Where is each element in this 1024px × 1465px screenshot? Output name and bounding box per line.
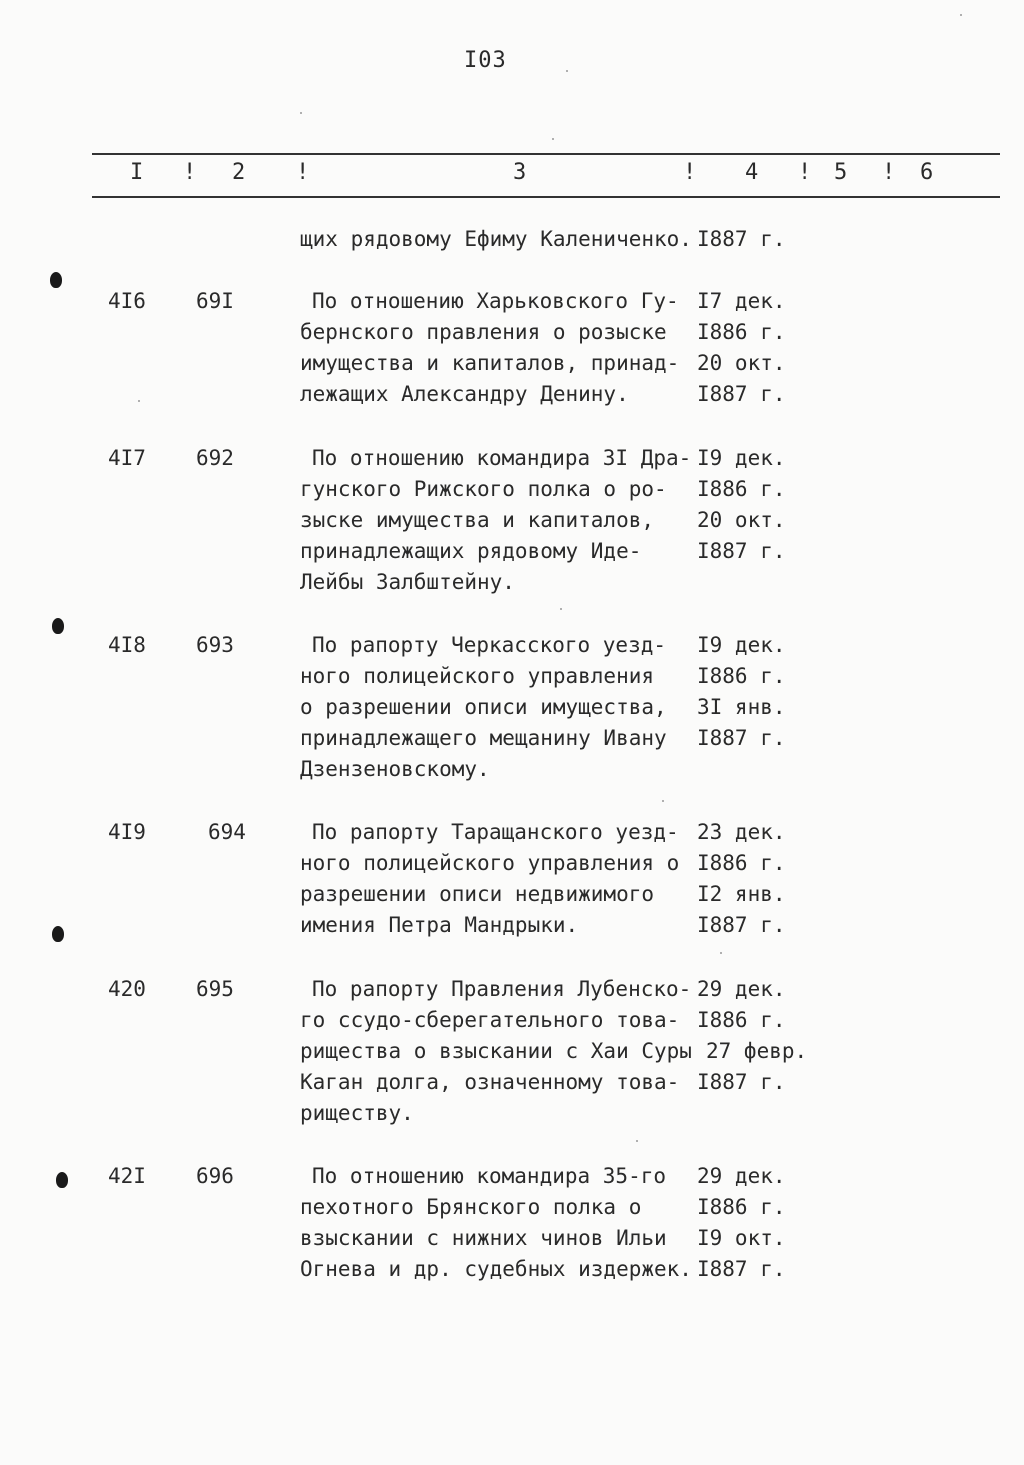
description-line: зыске имущества и капиталов, [300,508,655,532]
date-line: I9 окт. [697,1226,786,1250]
description-line: гунского Рижского полка о ро- [300,477,667,501]
description-line: По отношению командира 35-го [312,1164,667,1188]
description-line: риществу. [300,1101,414,1125]
header-separator: ! [296,160,310,185]
case-number: 695 [196,977,234,1001]
scan-speck [566,70,568,72]
case-number: 696 [196,1164,234,1188]
date-line: 20 окт. [697,351,786,375]
header-col-4: 4 [745,160,759,185]
date-line: 27 февр. [706,1039,808,1063]
continuation-text: щих рядовому Ефиму Калениченко. [300,227,692,251]
date-line: I886 г. [697,477,786,501]
scan-speck [960,14,962,16]
punch-hole-mark [50,272,62,288]
date-line: I886 г. [697,320,786,344]
date-line: I887 г. [697,539,786,563]
description-line: го ссудо-сберегательного това- [300,1008,680,1032]
description-line: бернского правления о розыске [300,320,667,344]
description-line: имения Петра Мандрыки. [300,913,579,937]
date-line: I887 г. [697,382,786,406]
date-line: 29 дек. [697,1164,786,1188]
date-line: 20 окт. [697,508,786,532]
scan-speck [720,952,722,954]
header-separator: ! [183,160,197,185]
entry-number: 42I [108,1164,146,1188]
date-line: 23 дек. [697,820,786,844]
entry-number: 4I9 [108,820,146,844]
punch-hole-mark [52,618,64,634]
description-line: лежащих Александру Денину. [300,382,629,406]
date-line: I9 дек. [697,633,786,657]
description-line: Огнева и др. судебных издержек. [300,1257,692,1281]
date-line: I887 г. [697,913,786,937]
description-line: взыскании с нижних чинов Ильи [300,1226,667,1250]
header-bottom-rule [92,196,1000,198]
case-number: 693 [196,633,234,657]
punch-hole-mark [52,926,64,942]
date-line: I887 г. [697,1257,786,1281]
header-col-2: 2 [232,160,246,185]
date-line: 29 дек. [697,977,786,1001]
header-separator: ! [683,160,697,185]
case-number: 69I [196,289,234,313]
description-line: По отношению командира 3I Дра- [312,446,692,470]
description-line: По рапорту Таращанского уезд- [312,820,679,844]
page-number: I03 [464,48,507,73]
date-line: I2 янв. [697,882,786,906]
description-line: По отношению Харьковского Гу- [312,289,679,313]
date-line: I886 г. [697,1008,786,1032]
date-line: I9 дек. [697,446,786,470]
date-line: I886 г. [697,664,786,688]
header-separator: ! [882,160,896,185]
description-line: о разрешении описи имущества, [300,695,667,719]
scan-speck [636,1140,638,1142]
scan-speck [138,400,140,402]
date-line: I886 г. [697,1195,786,1219]
date-line: 3I янв. [697,695,786,719]
header-col-1: I [130,160,144,185]
description-line: принадлежащих рядовому Иде- [300,539,642,563]
header-top-rule [92,153,1000,155]
entry-number: 420 [108,977,146,1001]
date-line: I886 г. [697,851,786,875]
scan-speck [560,608,562,610]
punch-hole-mark [56,1172,68,1188]
header-separator: ! [798,160,812,185]
description-line: Лейбы Залбштейну. [300,570,515,594]
description-line: По рапорту Правления Лубенско- [312,977,692,1001]
scan-speck [300,112,302,114]
scan-speck [552,138,554,140]
description-line: рищества о взыскании с Хаи Суры [300,1039,692,1063]
header-col-6: 6 [920,160,934,185]
date-line: I887 г. [697,726,786,750]
date-line: I7 дек. [697,289,786,313]
description-line: принадлежащего мещанину Ивану [300,726,667,750]
entry-number: 4I8 [108,633,146,657]
entry-number: 4I6 [108,289,146,313]
header-col-5: 5 [834,160,848,185]
continuation-date: I887 г. [697,227,786,251]
entry-number: 4I7 [108,446,146,470]
description-line: Дзензеновскому. [300,757,490,781]
case-number: 692 [196,446,234,470]
date-line: I887 г. [697,1070,786,1094]
description-line: ного полицейского управления о [300,851,680,875]
description-line: По рапорту Черкасского уезд- [312,633,667,657]
description-line: ного полицейского управления [300,664,655,688]
description-line: имущества и капиталов, принад- [300,351,680,375]
case-number: 694 [208,820,246,844]
description-line: пехотного Брянского полка о [300,1195,642,1219]
header-col-3: 3 [513,160,527,185]
description-line: Каган долга, означенному това- [300,1070,680,1094]
scan-speck [662,800,664,802]
description-line: разрешении описи недвижимого [300,882,655,906]
